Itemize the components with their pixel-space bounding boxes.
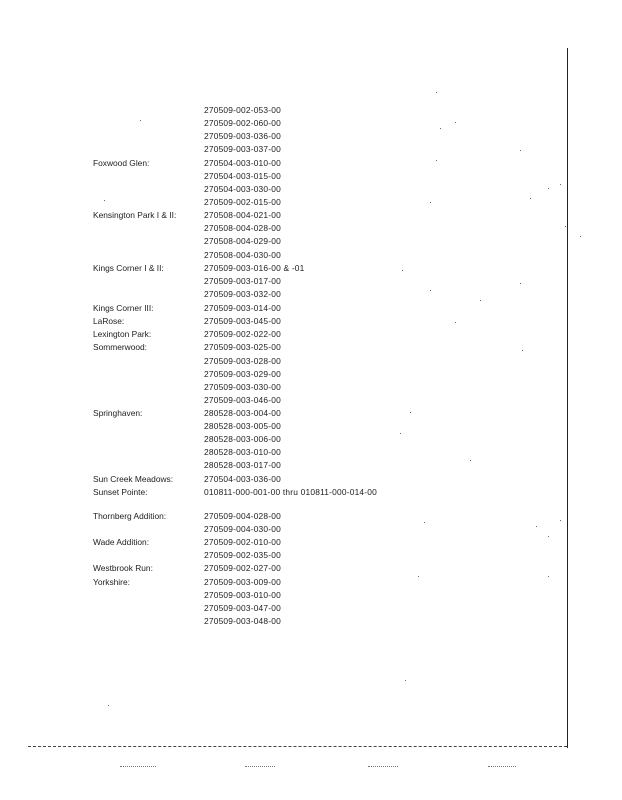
parcel-number: 280528-003-017-00 — [204, 460, 281, 470]
parcel-number: 270509-003-036-00 — [204, 131, 281, 141]
parcel-number: 270509-003-028-00 — [204, 356, 281, 366]
scan-speck — [520, 283, 521, 284]
parcel-number: 270509-003-046-00 — [204, 395, 281, 405]
scan-speck — [402, 270, 403, 271]
scan-speck — [548, 188, 549, 189]
scan-speck — [455, 322, 456, 323]
scan-speck — [536, 526, 537, 527]
scan-speck — [108, 705, 109, 706]
parcel-number: 270504-003-010-00 — [204, 158, 281, 168]
scan-speck — [470, 460, 471, 461]
subdivision-name: Springhaven: — [93, 408, 143, 418]
parcel-number: 270509-002-060-00 — [204, 118, 281, 128]
parcel-number: 270508-004-029-00 — [204, 236, 281, 246]
scan-speck — [480, 300, 481, 301]
scan-speck — [560, 184, 561, 185]
footer-mark — [488, 760, 516, 767]
scan-speck — [455, 122, 456, 123]
subdivision-name: Thornberg Addition: — [93, 511, 167, 521]
scan-speck — [548, 536, 549, 537]
scan-speck — [560, 520, 561, 521]
parcel-number: 270508-004-028-00 — [204, 223, 281, 233]
scan-speck — [405, 680, 406, 681]
parcel-number: 270509-003-047-00 — [204, 603, 281, 613]
scan-speck — [520, 150, 521, 151]
parcel-number: 270504-003-036-00 — [204, 474, 281, 484]
parcel-number: 270509-003-029-00 — [204, 369, 281, 379]
subdivision-name: Sun Creek Meadows: — [93, 474, 174, 484]
scan-speck — [522, 350, 523, 351]
parcel-number: 280528-003-004-00 — [204, 408, 281, 418]
footer-mark — [245, 760, 275, 767]
parcel-number: 270509-003-010-00 — [204, 590, 281, 600]
scan-speck — [400, 433, 401, 434]
scan-speck — [565, 226, 566, 227]
parcel-number: 270508-004-021-00 — [204, 210, 281, 220]
parcel-number: 270509-004-030-00 — [204, 524, 281, 534]
parcel-number: 280528-003-005-00 — [204, 421, 281, 431]
subdivision-name: Sommerwood: — [93, 342, 147, 352]
scan-speck — [440, 128, 441, 129]
bottom-margin-rule — [28, 746, 567, 748]
subdivision-name: Sunset Pointe: — [93, 487, 148, 497]
parcel-number: 270509-003-014-00 — [204, 303, 281, 313]
subdivision-name: Kings Corner I & II: — [93, 263, 164, 273]
scan-speck — [430, 290, 431, 291]
parcel-number: 270509-003-048-00 — [204, 616, 281, 626]
footer-mark — [120, 760, 156, 767]
parcel-number: 270509-003-045-00 — [204, 316, 281, 326]
parcel-number: 280528-003-010-00 — [204, 447, 281, 457]
scan-speck — [580, 236, 581, 237]
scan-speck — [548, 576, 549, 577]
parcel-number: 280528-003-006-00 — [204, 434, 281, 444]
subdivision-name: Foxwood Glen: — [93, 158, 150, 168]
scan-speck — [140, 120, 141, 121]
right-margin-rule — [567, 48, 568, 748]
scan-speck — [530, 198, 531, 199]
subdivision-name: Wade Addition: — [93, 537, 150, 547]
scan-speck — [424, 522, 425, 523]
subdivision-name: Kings Corner III: — [93, 303, 154, 313]
subdivision-name: LaRose: — [93, 316, 125, 326]
scan-speck — [436, 160, 437, 161]
scan-speck — [410, 412, 411, 413]
parcel-number: 270509-002-053-00 — [204, 105, 281, 115]
parcel-number: 010811-000-001-00 thru 010811-000-014-00 — [204, 487, 377, 497]
parcel-number: 270509-002-022-00 — [204, 329, 281, 339]
parcel-number: 270509-003-009-00 — [204, 577, 281, 587]
parcel-number: 270504-003-015-00 — [204, 171, 281, 181]
parcel-number: 270509-003-025-00 — [204, 342, 281, 352]
subdivision-name: Lexington Park: — [93, 329, 152, 339]
parcel-number: 270509-003-016-00 & -01 — [204, 263, 305, 273]
parcel-number: 270509-003-017-00 — [204, 276, 281, 286]
subdivision-name: Kensington Park I & II: — [93, 210, 177, 220]
parcel-number: 270509-003-030-00 — [204, 382, 281, 392]
scan-speck — [430, 202, 431, 203]
parcel-number: 270509-002-027-00 — [204, 563, 281, 573]
scan-speck — [104, 200, 105, 201]
parcel-number: 270504-003-030-00 — [204, 184, 281, 194]
parcel-number: 270509-003-032-00 — [204, 289, 281, 299]
parcel-number: 270508-004-030-00 — [204, 250, 281, 260]
scan-speck — [418, 576, 419, 577]
parcel-number: 270509-002-010-00 — [204, 537, 281, 547]
subdivision-name: Yorkshire: — [93, 577, 130, 587]
parcel-number: 270509-002-015-00 — [204, 197, 281, 207]
parcel-number: 270509-003-037-00 — [204, 144, 281, 154]
scan-speck — [436, 92, 437, 93]
parcel-number: 270509-004-028-00 — [204, 511, 281, 521]
parcel-number: 270509-002-035-00 — [204, 550, 281, 560]
subdivision-name: Westbrook Run: — [93, 563, 153, 573]
footer-mark — [368, 760, 398, 767]
